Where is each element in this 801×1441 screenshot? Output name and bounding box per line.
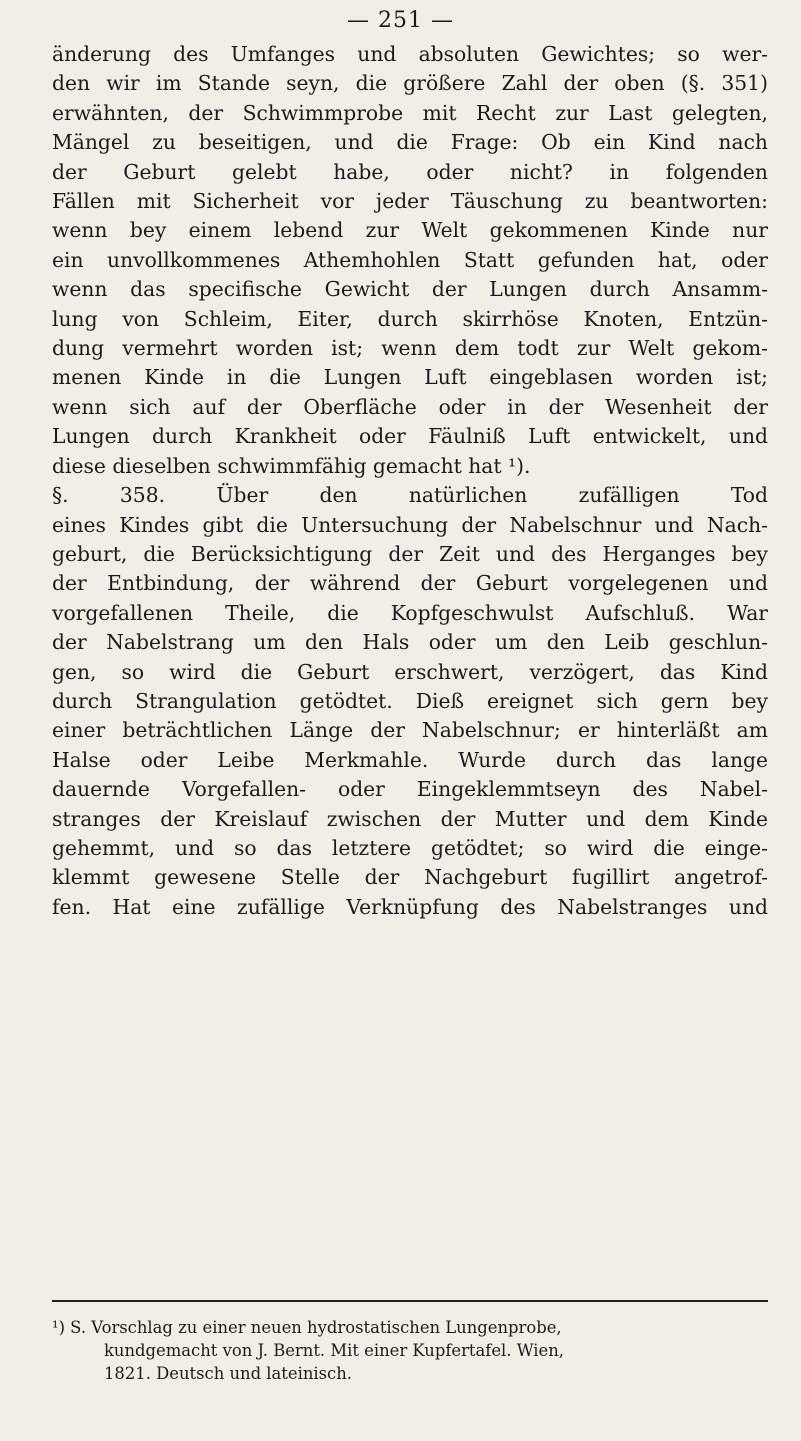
footnote-divider	[52, 1300, 768, 1302]
text-line: gehemmt, und so das letztere getödtet; so wird die einge-	[52, 835, 768, 860]
text-line: §. 358. Über den natürlichen zufälligen Tod	[52, 483, 768, 508]
text-line: geburt, die Berücksichtigung der Zeit und des Herganges bey	[52, 541, 768, 566]
text-line: eines Kindes gibt die Untersuchung der Nabelschnur und Nach-	[52, 512, 768, 537]
text-line: wenn bey einem lebend zur Welt gekommenen Kinde nur	[52, 218, 768, 243]
text-line: klemmt gewesene Stelle der Nachgeburt fugillirt angetrof-	[52, 865, 768, 890]
text-line: erwähnten, der Schwimmprobe mit Recht zur Last gelegten,	[52, 100, 768, 125]
text-line: vorgefallenen Theile, die Kopfgeschwulst Aufschluß. War	[52, 600, 768, 625]
text-line: Lungen durch Krankheit oder Fäulniß Luft entwickelt, und	[52, 424, 768, 449]
text-line: den wir im Stande seyn, die größere Zahl der oben (§. 351)	[52, 71, 768, 96]
footnote-line: ¹) S. Vorschlag zu einer neuen hydrostatischen Lungenprobe,	[52, 1318, 562, 1337]
text-line: der Geburt gelebt habe, oder nicht? in folgenden	[52, 159, 768, 184]
text-line: stranges der Kreislauf zwischen der Mutter und dem Kinde	[52, 806, 768, 831]
text-line: ein unvollkommenes Athemhohlen Statt gefunden hat, oder	[52, 247, 768, 272]
text-line: diese dieselben schwimmfähig gemacht hat ¹).	[52, 453, 531, 478]
text-line: Fällen mit Sicherheit vor jeder Täuschung zu beantworten:	[52, 189, 768, 214]
text-line: lung von Schleim, Eiter, durch skirrhöse Knoten, Entzün-	[52, 306, 768, 331]
text-line: der Nabelstrang um den Hals oder um den Leib geschlun-	[52, 630, 768, 655]
footnote-line: kundgemacht von J. Bernt. Mit einer Kupfertafel. Wien,	[104, 1341, 564, 1360]
text-line: einer beträchtlichen Länge der Nabelschnur; er hinterläßt am	[52, 718, 768, 743]
text-line: menen Kinde in die Lungen Luft eingeblasen worden ist;	[52, 365, 768, 390]
text-line: änderung des Umfanges und absoluten Gewichtes; so wer-	[52, 42, 768, 66]
text-line: Halse oder Leibe Merkmahle. Wurde durch das lange	[52, 747, 768, 772]
text-line: dung vermehrt worden ist; wenn dem todt zur Welt gekom-	[52, 336, 768, 361]
text-line: durch Strangulation getödtet. Dieß ereignet sich gern bey	[52, 688, 768, 713]
main-text	[52, 40, 768, 922]
footnote-line: 1821. Deutsch und lateinisch.	[104, 1364, 352, 1383]
page-number: — 251 —	[347, 8, 454, 33]
text-line: fen. Hat eine zufällige Verknüpfung des Nabelstranges und	[52, 894, 768, 919]
text-line: gen, so wird die Geburt erschwert, verzögert, das Kind	[52, 659, 768, 684]
text-line: wenn das specifische Gewicht der Lungen durch Ansamm-	[52, 277, 768, 302]
text-line: dauernde Vorgefallen- oder Eingeklemmtseyn des Nabel-	[52, 777, 768, 802]
text-line: der Entbindung, der während der Geburt vorgelegenen und	[52, 571, 768, 596]
text-line: Mängel zu beseitigen, und die Frage: Ob ein Kind nach	[52, 130, 768, 155]
footnote	[52, 1316, 768, 1385]
text-line: wenn sich auf der Oberfläche oder in der Wesenheit der	[52, 394, 768, 419]
